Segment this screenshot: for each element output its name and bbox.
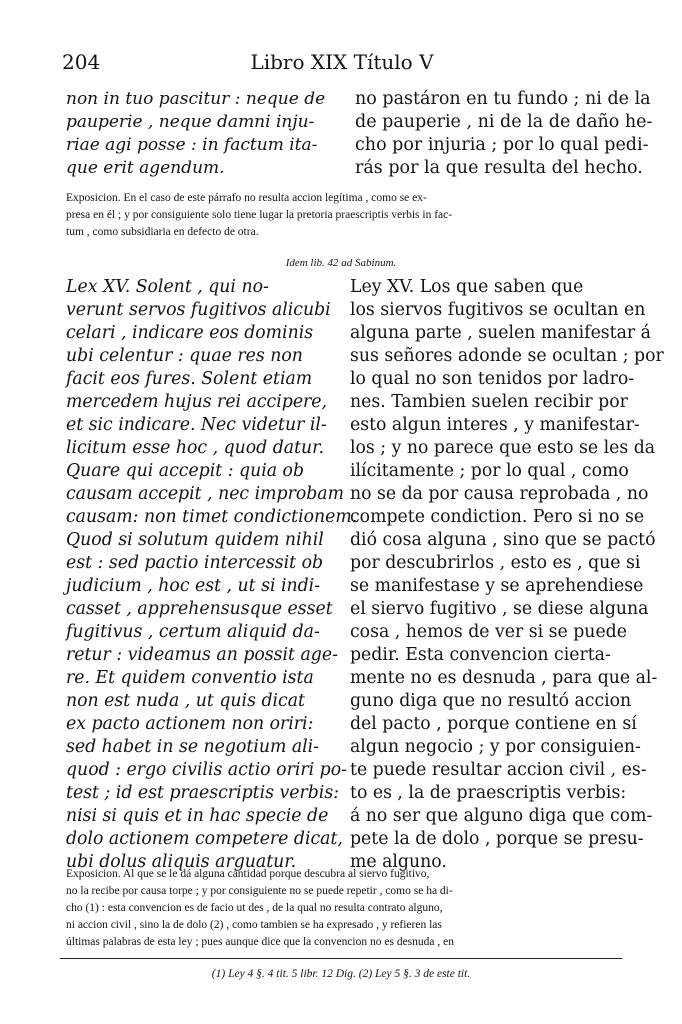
running-header <box>62 50 622 80</box>
page-number: 204 <box>62 50 101 74</box>
spanish-line: alguna parte , suelen manifestar á <box>350 323 651 343</box>
spanish-line: no pastáron en tu fundo ; ni de la <box>355 89 651 109</box>
exposicion-line: tum , como subsidiaria en defecto de otra. <box>66 226 259 238</box>
spanish-line: por descubrirlos , esto es , que si <box>350 553 641 573</box>
exposicion-line: últimas palabras de esta ley ; pues aunque dice que la convencion no es desnuda , en <box>66 936 454 948</box>
spanish-line: se manifestase y se aprehendiese <box>350 576 644 596</box>
spanish-line: cho por injuria ; por lo qual pedi- <box>355 135 649 155</box>
latin-column-2 <box>66 276 358 874</box>
spanish-line: pete la de dolo , porque se presu- <box>350 829 644 849</box>
latin-line: ubi dolus aliquis arguatur. <box>66 852 297 872</box>
spanish-line: lo qual no son tenidos por ladro- <box>350 369 635 389</box>
exposicion-line: Exposicion. En el caso de este párrafo no resulta accion legítima , como se ex- <box>66 192 427 204</box>
spanish-line: guno diga que no resultó accion <box>350 691 632 711</box>
exposicion-line: presa en él ; y por consiguiente solo tiene lugar la pretoria praescriptis verbis in fac- <box>66 209 453 221</box>
spanish-line: to es , la de praescriptis verbis: <box>350 783 627 803</box>
spanish-line: compete condiction. Pero si no se <box>350 507 645 527</box>
spanish-line: á no ser que alguno diga que com- <box>350 806 653 826</box>
spanish-line: dió cosa alguna , sino que se pactó <box>350 530 656 550</box>
latin-line: causam accepit , nec improbam <box>66 484 344 504</box>
latin-line: et sic indicare. Nec videtur il- <box>66 415 327 435</box>
spanish-line: cosa , hemos de ver si se puede <box>350 622 627 642</box>
latin-line: que erit agendum. <box>66 158 225 178</box>
latin-line: causam: non timet condictionem. <box>66 507 358 527</box>
spanish-column-1 <box>355 88 653 180</box>
latin-line: ubi celentur : quae res non <box>66 346 303 366</box>
exposicion-paragraph-2 <box>66 866 626 951</box>
latin-line: ex pacto actionem non oriri: <box>66 714 314 734</box>
spanish-line: Ley XV. Los que saben que <box>350 277 584 297</box>
spanish-line: no se da por causa reprobada , no <box>350 484 649 504</box>
latin-line: test ; id est praescriptis verbis: <box>66 783 340 803</box>
spanish-line: ilícitamente ; por lo qual , como <box>350 461 629 481</box>
latin-line: mercedem hujus rei accipere, <box>66 392 328 412</box>
spanish-line: los siervos fugitivos se ocultan en <box>350 300 646 320</box>
latin-line: est : sed pactio intercessit ob <box>66 553 324 573</box>
latin-line: non est nuda , ut quis dicat <box>66 691 305 711</box>
latin-line: retur : videamus an possit age- <box>66 645 338 665</box>
spanish-line: sus señores adonde se ocultan ; por <box>350 346 664 366</box>
latin-column-1 <box>66 88 338 180</box>
latin-line: re. Et quidem conventio ista <box>66 668 314 688</box>
spanish-line: te puede resultar accion civil , es- <box>350 760 647 780</box>
exposicion-line: cho (1) : esta convencion es de facio ut des , de la qual no resulta contrato alguno, <box>66 902 443 914</box>
latin-line: Quare qui accepit : quia ob <box>66 461 305 481</box>
footnotes: (1) Ley 4 §. 4 tit. 5 libr. 12 Dig. (2) Ley 5 §. 3 de este tit. <box>211 968 471 980</box>
exposicion-line: no la recibe por causa torpe ; y por consiguiente no se puede repetir , como se ha di- <box>66 885 453 897</box>
spanish-column-2 <box>350 276 664 874</box>
latin-line: sed habet in se negotium ali- <box>66 737 320 757</box>
spanish-line: rás por la que resulta del hecho. <box>355 158 643 178</box>
latin-line: Lex XV. Solent , qui no- <box>66 277 269 297</box>
exposicion-line: Exposicion. Al que se le dá alguna cantidad porque descubra al siervo fugitivo, <box>66 868 430 880</box>
source-citation: Idem lib. 42 ad Sabinum. <box>285 257 397 269</box>
latin-line: dolo actionem competere dicat, <box>66 829 343 849</box>
spanish-line: del pacto , porque contiene en sí <box>350 714 637 734</box>
spanish-line: pedir. Esta convencion cierta- <box>350 645 611 665</box>
latin-line: licitum esse hoc , quod datur. <box>66 438 325 458</box>
latin-line: non in tuo pascitur : neque de <box>66 89 326 109</box>
latin-line: verunt servos fugitivos alicubi <box>66 300 331 320</box>
spanish-line: nes. Tambien suelen recibir por <box>350 392 628 412</box>
latin-line: Quod si solutum quidem nihil <box>66 530 324 550</box>
latin-line: riae agi posse : in factum ita- <box>66 135 318 155</box>
latin-line: casset , apprehensusque esset <box>66 599 333 619</box>
spanish-line: esto algun interes , y manifestar- <box>350 415 640 435</box>
exposicion-paragraph-1 <box>66 190 626 241</box>
spanish-line: los ; y no parece que esto se les da <box>350 438 656 458</box>
latin-line: nisi si quis et in hac specie de <box>66 806 329 826</box>
latin-line: pauperie , neque damni inju- <box>66 112 315 132</box>
spanish-line: algun negocio ; y por consiguien- <box>350 737 641 757</box>
exposicion-line: ni accion civil , sino la de dolo (2) , como tambien se ha expresado , y refieren las <box>66 919 442 931</box>
spanish-line: de pauperie , ni de la de daño he- <box>355 112 653 132</box>
spanish-line: mente no es desnuda , para que al- <box>350 668 658 688</box>
footnote-rule <box>60 958 622 959</box>
latin-line: quod : ergo civilis actio oriri po- <box>66 760 347 780</box>
running-title: Libro XIX Título V <box>250 50 434 74</box>
latin-line: facit eos fures. Solent etiam <box>66 369 313 389</box>
latin-line: fugitivus , certum aliquid da- <box>66 622 320 642</box>
latin-line: judicium , hoc est , ut si indi- <box>66 576 321 596</box>
spanish-line: me alguno. <box>350 852 447 872</box>
spanish-line: el siervo fugitivo , se diese alguna <box>350 599 649 619</box>
latin-line: celari , indicare eos dominis <box>66 323 314 343</box>
